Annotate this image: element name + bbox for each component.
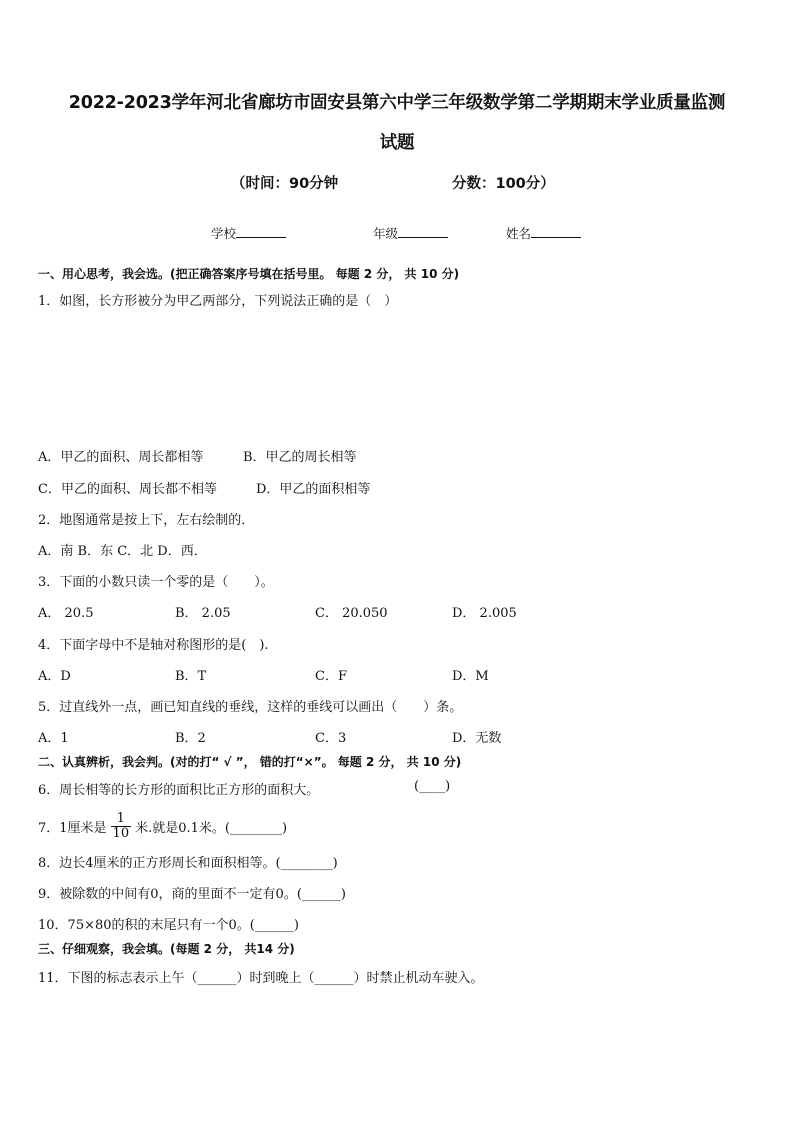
question-9: 9．被除数的中间有0，商的里面不一定有0。(______): [38, 887, 346, 902]
question-2: 2．地图通常是按上下，左右绘制的．: [38, 513, 255, 528]
section1-heading: 一、用心思考，我会选。(把正确答案序号填在括号里。 每题 2 分， 共 10 分): [38, 267, 460, 281]
question-11: 11．下图的标志表示上午（______）时到晚上（______）时禁止机动车驶入。: [38, 971, 484, 986]
q1-option-b: B．甲乙的周长相等: [243, 450, 357, 465]
question-4: 4．下面字母中不是轴对称图形的是( ).: [38, 638, 269, 653]
grade-blank[interactable]: [398, 226, 448, 238]
page-title: 2022-2023学年河北省廊坊市固安县第六中学三年级数学第二学期期末学业质量监测: [68, 93, 726, 113]
question-1: 1．如图，长方形被分为甲乙两部分，下列说法正确的是（ ）: [38, 294, 398, 309]
name-field: [506, 224, 581, 242]
question-7: [38, 806, 287, 846]
q5-option-c: C．3: [315, 731, 347, 746]
q4-option-a: A．D: [38, 669, 71, 684]
q1-option-c: C．甲乙的面积、周长都不相等: [38, 482, 217, 497]
q5-option-d: D．无数: [452, 731, 502, 746]
question-6: 6．周长相等的长方形的面积比正方形的面积大。: [38, 783, 320, 798]
q7-fraction-numerator: 1: [111, 812, 132, 827]
q4-option-b: B．T: [175, 669, 207, 684]
q1-option-a: A．甲乙的面积、周长都相等: [38, 450, 204, 465]
section2-heading: 二、认真辨析，我会判。(对的打“ √ ”， 错的打“×”。 每题 2 分， 共 10 分): [38, 755, 462, 769]
q7-fraction: [111, 812, 132, 841]
section3-heading: 三、仔细观察，我会填。(每题 2 分， 共14 分): [38, 942, 295, 956]
q7-prefix: 7．1厘米是: [38, 820, 107, 836]
question-5: 5．过直线外一点，画已知直线的垂线，这样的垂线可以画出（ ）条。: [38, 700, 463, 715]
q3-option-b: B． 2.05: [175, 606, 231, 621]
grade-field: [373, 224, 448, 242]
q6-answer-blank[interactable]: (____): [414, 779, 451, 794]
q3-option-c: C． 20.050: [315, 606, 388, 621]
q1-option-d: D．甲乙的面积相等: [256, 482, 371, 497]
question-3: 3．下面的小数只读一个零的是（ ）。: [38, 575, 274, 590]
name-label: 姓名: [506, 226, 532, 241]
q4-option-c: C．F: [315, 669, 347, 684]
school-field: [211, 224, 286, 242]
q5-option-a: A．1: [38, 731, 69, 746]
q5-option-b: B．2: [175, 731, 206, 746]
q7-fraction-denominator: 10: [112, 825, 130, 841]
grade-label: 年级: [373, 226, 399, 241]
exam-score: 分数：100分）: [452, 176, 555, 192]
q2-options: A．南 B．东 C．北 D．西．: [38, 544, 207, 559]
school-label: 学校: [211, 226, 237, 241]
page-title-line2: 试题: [379, 133, 415, 153]
question-10: 10．75×80的积的末尾只有一个0。(______): [38, 918, 299, 933]
q7-suffix: 米.就是0.1米。(________): [135, 820, 288, 836]
q3-option-d: D． 2.005: [452, 606, 517, 621]
q4-option-d: D．M: [452, 669, 489, 684]
q3-option-a: A． 20.5: [38, 606, 94, 621]
exam-time: （时间：90分钟: [231, 176, 339, 192]
school-blank[interactable]: [236, 226, 286, 238]
name-blank[interactable]: [531, 226, 581, 238]
question-8: 8．边长4厘米的正方形周长和面积相等。(________): [38, 856, 338, 871]
